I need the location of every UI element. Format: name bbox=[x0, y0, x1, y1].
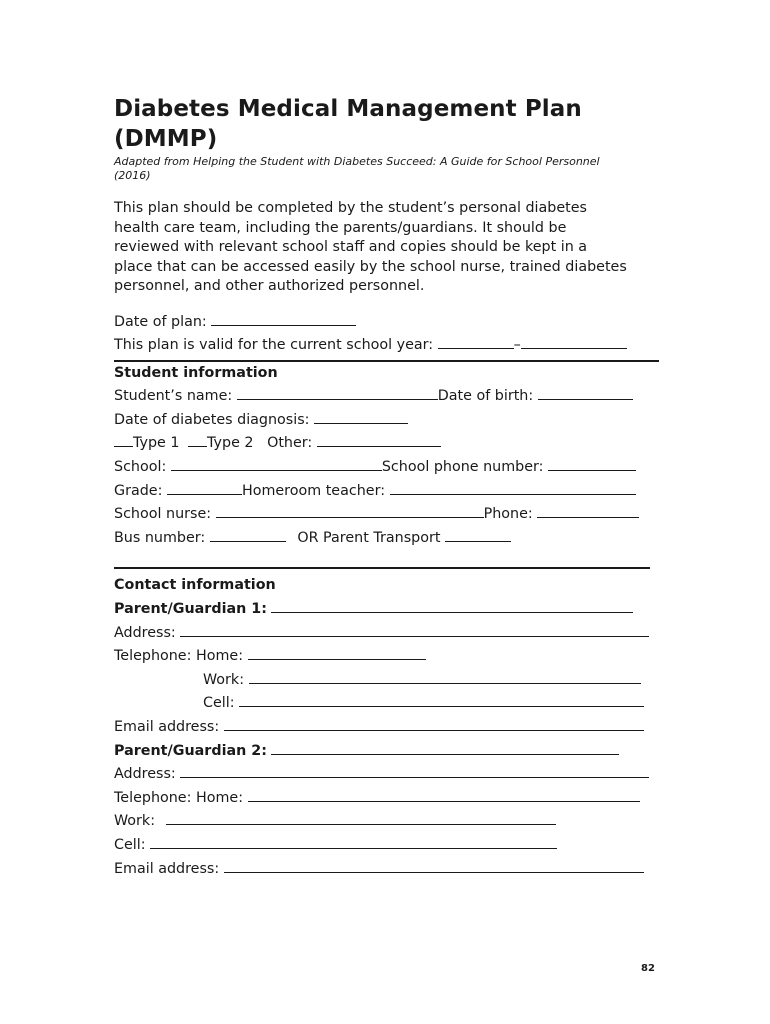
intro-line: place that can be accessed easily by the school nurse, trained diabetes bbox=[114, 258, 627, 275]
grade-field[interactable] bbox=[167, 480, 242, 495]
email-label: Email address: bbox=[114, 860, 220, 877]
diagnosis-date-field[interactable] bbox=[314, 409, 408, 424]
cell-label: Cell: bbox=[203, 695, 235, 712]
guardian2-row bbox=[114, 740, 659, 764]
intro-line: This plan should be completed by the student’s personal diabetes bbox=[114, 200, 587, 216]
diabetes-type-row bbox=[114, 432, 659, 456]
date-of-birth-label: Date of birth: bbox=[437, 388, 534, 405]
school-year-start-field[interactable] bbox=[438, 334, 514, 349]
school-row bbox=[114, 456, 659, 480]
telephone-home-label: Telephone: Home: bbox=[114, 789, 244, 806]
title-line-1: Diabetes Medical Management Plan bbox=[114, 96, 582, 122]
email-label: Email address: bbox=[114, 719, 220, 735]
guardian2-home-phone-field[interactable] bbox=[248, 787, 640, 802]
guardian1-cell-phone-row bbox=[114, 692, 659, 716]
subtitle-line-1: Adapted from Helping the Student with Diabetes Succeed: A Guide for School Personnel bbox=[114, 155, 600, 168]
guardian2-cell-phone-field[interactable] bbox=[150, 834, 557, 849]
school-phone-label: School phone number: bbox=[381, 459, 544, 476]
school-label: School: bbox=[114, 459, 167, 476]
valid-school-year-row bbox=[114, 334, 659, 358]
contact-information-heading: Contact information bbox=[114, 577, 276, 594]
guardian1-email-field[interactable] bbox=[224, 716, 644, 731]
student-name-row bbox=[114, 385, 659, 409]
guardian2-address-field[interactable] bbox=[180, 763, 649, 778]
school-nurse-label: School nurse: bbox=[114, 506, 212, 523]
student-name-label: Student’s name: bbox=[114, 388, 233, 405]
parent-transport-label: OR Parent Transport bbox=[297, 529, 441, 546]
address-label: Address: bbox=[114, 624, 176, 641]
type2-checkbox-blank[interactable] bbox=[188, 432, 207, 447]
page-number: 82 bbox=[641, 963, 655, 974]
bus-number-field[interactable] bbox=[210, 527, 286, 542]
work-label: Work: bbox=[203, 671, 245, 688]
guardian1-work-phone-row bbox=[114, 669, 659, 693]
student-information-heading: Student information bbox=[114, 364, 278, 381]
intro-paragraph bbox=[114, 199, 644, 297]
guardian1-home-phone-field[interactable] bbox=[248, 645, 426, 660]
guardian1-row bbox=[114, 598, 659, 622]
grade-row bbox=[114, 480, 659, 504]
work-label: Work: bbox=[114, 813, 156, 830]
date-of-plan-label: Date of plan: bbox=[114, 313, 207, 330]
school-phone-field[interactable] bbox=[548, 456, 636, 471]
guardian2-address-row bbox=[114, 763, 659, 787]
guardian2-cell-phone-row bbox=[114, 834, 659, 858]
homeroom-teacher-label: Homeroom teacher: bbox=[241, 482, 386, 499]
school-year-end-field[interactable] bbox=[521, 334, 627, 349]
diagnosis-date-label: Date of diabetes diagnosis: bbox=[114, 411, 310, 428]
guardian1-address-field[interactable] bbox=[180, 622, 649, 637]
homeroom-teacher-field[interactable] bbox=[390, 480, 636, 495]
bus-number-label: Bus number: bbox=[114, 529, 206, 546]
guardian2-work-phone-field[interactable] bbox=[166, 810, 556, 825]
intro-line: health care team, including the parents/guardians. It should be bbox=[114, 219, 567, 236]
type2-label: Type 2 bbox=[207, 435, 254, 452]
school-nurse-row bbox=[114, 503, 659, 527]
date-of-birth-field[interactable] bbox=[538, 385, 633, 400]
valid-school-year-label: This plan is valid for the current school year: bbox=[114, 337, 434, 354]
address-label: Address: bbox=[114, 766, 176, 783]
guardian2-email-field[interactable] bbox=[224, 858, 644, 873]
other-type-field[interactable] bbox=[317, 432, 441, 447]
intro-line: personnel, and other authorized personnel. bbox=[114, 278, 425, 294]
guardian2-name-field[interactable] bbox=[271, 740, 619, 755]
document-subtitle bbox=[114, 155, 659, 183]
other-type-label: Other: bbox=[267, 435, 313, 452]
date-of-plan-row bbox=[114, 311, 659, 335]
guardian1-cell-phone-field[interactable] bbox=[239, 692, 644, 707]
school-year-separator: – bbox=[513, 337, 521, 354]
grade-label: Grade: bbox=[114, 482, 163, 499]
diagnosis-date-row bbox=[114, 409, 659, 433]
telephone-home-label: Telephone: Home: bbox=[114, 648, 244, 665]
type1-checkbox-blank[interactable] bbox=[114, 432, 133, 447]
guardian1-label: Parent/Guardian 1: bbox=[114, 601, 267, 618]
guardian1-email-row bbox=[114, 716, 659, 740]
bus-number-row bbox=[114, 527, 659, 551]
intro-line: reviewed with relevant school staff and copies should be kept in a bbox=[114, 239, 588, 255]
dmmp-form-page bbox=[114, 94, 659, 881]
school-nurse-field[interactable] bbox=[216, 503, 484, 518]
document-title bbox=[114, 94, 659, 154]
student-name-field[interactable] bbox=[237, 385, 438, 400]
guardian1-home-phone-row bbox=[114, 645, 659, 669]
guardian1-name-field[interactable] bbox=[271, 598, 633, 613]
date-of-plan-field[interactable] bbox=[211, 311, 356, 326]
nurse-phone-label: Phone: bbox=[483, 506, 533, 523]
school-field[interactable] bbox=[171, 456, 382, 471]
subtitle-line-2: (2016) bbox=[114, 169, 151, 182]
guardian1-work-phone-field[interactable] bbox=[249, 669, 641, 684]
guardian2-work-phone-row bbox=[114, 810, 659, 834]
guardian2-email-row bbox=[114, 858, 659, 882]
guardian2-home-phone-row bbox=[114, 787, 659, 811]
guardian1-address-row bbox=[114, 622, 659, 646]
guardian2-label: Parent/Guardian 2: bbox=[114, 742, 267, 759]
cell-label: Cell: bbox=[114, 836, 146, 853]
section-divider bbox=[114, 567, 650, 569]
nurse-phone-field[interactable] bbox=[537, 503, 639, 518]
type1-label: Type 1 bbox=[133, 435, 180, 452]
parent-transport-field[interactable] bbox=[445, 527, 511, 542]
title-line-2: (DMMP) bbox=[114, 126, 218, 152]
